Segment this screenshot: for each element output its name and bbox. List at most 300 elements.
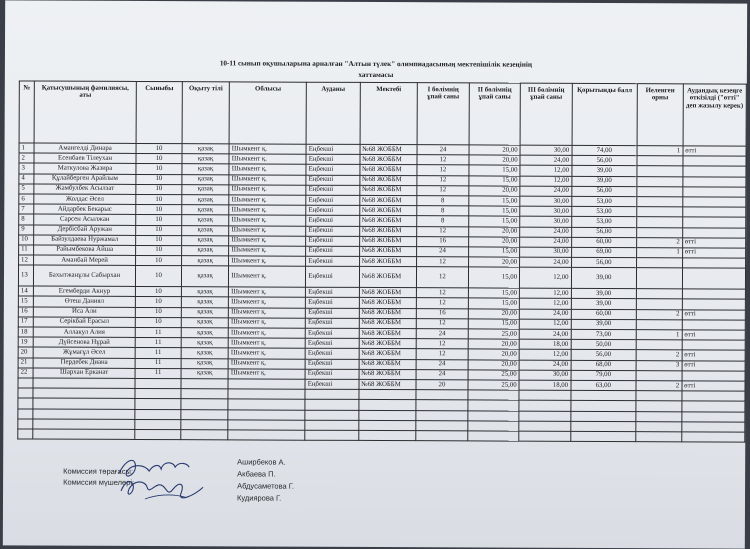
empty-cell <box>33 419 135 430</box>
cell-total: 73,00 <box>571 329 636 339</box>
cell-p3: 24,00 <box>519 309 570 319</box>
cell-p2: 20,00 <box>468 309 519 319</box>
empty-cell <box>416 400 467 410</box>
signature-image <box>115 453 207 505</box>
empty-cell <box>305 410 358 420</box>
empty-cell <box>416 431 467 441</box>
empty-cell <box>468 400 519 410</box>
cell-lang: қазақ <box>182 225 229 235</box>
empty-cell <box>358 400 416 410</box>
cell-p1: 24 <box>416 329 467 339</box>
cell-n: 10 <box>19 235 34 245</box>
empty-cell <box>682 411 745 421</box>
cell-lang: қазақ <box>181 317 228 327</box>
cell-passed <box>682 197 745 207</box>
cell-grade: 11 <box>135 338 181 348</box>
cell-school: №68 ЖОББМ <box>359 298 417 308</box>
empty-cell <box>181 389 228 399</box>
cell-region: Шымкент қ. <box>229 256 306 267</box>
cell-place <box>636 340 682 350</box>
cell-grade: 10 <box>136 215 182 225</box>
cell-district: Еңбекші <box>306 175 359 185</box>
cell-passed <box>682 227 745 237</box>
empty-cell <box>18 388 33 398</box>
cell-total: 53,00 <box>571 217 636 227</box>
document-title: 10-11 сынып оқушыларына арналған "Алтын түлек" олимпиадасының мектепішілік кезеңінің <box>219 59 533 69</box>
cell-p2: 20,00 <box>468 257 519 267</box>
cell-n: 13 <box>18 265 33 286</box>
cell-p2: 20,00 <box>469 145 520 155</box>
empty-cell <box>135 419 181 429</box>
cell-lang: қазақ <box>181 307 228 317</box>
cell-lang: қазақ <box>181 256 228 266</box>
cell-name: Жамбулбек Асылзат <box>34 184 136 195</box>
cell-school: №68 ЖОББМ <box>359 339 417 349</box>
cell-place <box>637 197 683 207</box>
cell-region: Шымкент қ. <box>229 225 306 236</box>
empty-cell <box>305 430 358 440</box>
cell-place: 1 <box>637 146 683 156</box>
empty-cell <box>571 390 636 400</box>
empty-cell <box>570 431 635 441</box>
cell-lang: қазақ <box>181 348 228 358</box>
cell-grade: 10 <box>135 317 181 327</box>
cell-grade: 10 <box>136 245 182 255</box>
empty-cell <box>570 411 635 421</box>
cell-total: 39,00 <box>571 289 636 299</box>
cell-region <box>228 379 305 390</box>
cell-p1: 12 <box>417 175 468 185</box>
cell-p1: 8 <box>417 196 468 206</box>
cell-lang: қазақ <box>181 328 228 338</box>
cell-p1: 12 <box>416 339 467 349</box>
cell-lang: қазақ <box>181 338 228 348</box>
member-name: Акбаева П. <box>237 469 276 479</box>
cell-place <box>636 289 682 299</box>
cell-passed: өтті <box>682 248 745 258</box>
cell-p3: 30,00 <box>520 206 571 216</box>
empty-cell <box>636 411 682 421</box>
cell-place <box>637 166 683 176</box>
cell-p3: 24,00 <box>519 329 570 339</box>
cell-passed: өтті <box>682 309 745 319</box>
empty-cell <box>359 390 417 400</box>
empty-cell <box>681 432 744 442</box>
empty-cell <box>33 409 135 420</box>
cell-school: №68 ЖОББМ <box>359 216 417 226</box>
cell-name: Өтеш Даниял <box>33 296 135 307</box>
cell-p1: 20 <box>416 380 467 390</box>
column-header: № <box>19 81 34 143</box>
cell-lang: қазақ <box>181 246 228 256</box>
cell-name: Амангелді Динара <box>34 143 136 154</box>
member-name: Кудиярова Г. <box>237 493 282 503</box>
empty-cell <box>416 390 467 400</box>
cell-p2: 20,00 <box>469 186 520 196</box>
cell-p2: 15,00 <box>469 175 520 185</box>
cell-p2: 20,00 <box>468 226 519 236</box>
cell-p2: 25,00 <box>468 370 519 380</box>
cell-grade: 11 <box>135 327 181 337</box>
empty-cell <box>636 401 682 411</box>
cell-district: Еңбекші <box>306 144 359 154</box>
cell-district: Еңбекші <box>305 349 358 359</box>
cell-school: №68 ЖОББМ <box>359 288 417 298</box>
cell-place: 2 <box>636 309 682 319</box>
cell-place <box>637 186 683 196</box>
cell-p2: 15,00 <box>468 288 519 298</box>
cell-p3: 30,00 <box>520 145 571 155</box>
cell-p2: 15,00 <box>468 247 519 257</box>
cell-lang: қазақ <box>182 205 229 215</box>
cell-grade: 10 <box>136 194 182 204</box>
cell-total: 53,00 <box>571 196 636 206</box>
empty-cell <box>33 388 135 399</box>
cell-passed <box>682 289 745 299</box>
cell-name: Аманбай Мерей <box>33 255 135 266</box>
empty-cell <box>228 430 305 441</box>
empty-cell <box>135 409 181 419</box>
cell-lang: қазақ <box>182 184 229 194</box>
cell-passed: өтті <box>683 146 746 156</box>
cell-grade: 10 <box>136 297 182 307</box>
empty-cell <box>228 389 305 400</box>
cell-grade: 10 <box>136 235 182 245</box>
cell-name: Егемберди Акнур <box>33 286 135 297</box>
cell-total: 56,00 <box>571 257 636 267</box>
cell-region: Шымкент қ. <box>228 328 305 339</box>
cell-name: Сарсен Асылжан <box>34 214 136 225</box>
cell-district: Еңбекші <box>305 369 358 379</box>
column-header: Оқыту тілі <box>182 82 230 144</box>
cell-place <box>637 217 683 227</box>
cell-name: Иса Али <box>33 307 135 318</box>
cell-p2: 15,00 <box>468 298 519 308</box>
cell-district: Еңбекші <box>306 195 359 205</box>
empty-cell <box>468 390 519 400</box>
cell-p2: 15,00 <box>468 196 519 206</box>
cell-district: Еңбекші <box>306 266 359 287</box>
cell-place <box>637 258 683 268</box>
cell-passed <box>683 176 746 186</box>
member-name: Аширбеков А. <box>237 457 286 467</box>
cell-school: №68 ЖОББМ <box>359 206 417 216</box>
cell-school: №68 ЖОББМ <box>359 175 417 185</box>
cell-district: Еңбекші <box>306 216 359 226</box>
cell-passed <box>682 320 745 330</box>
empty-cell <box>636 421 682 431</box>
cell-passed: өтті <box>682 360 745 370</box>
commission-names <box>237 456 294 504</box>
cell-n: 7 <box>19 204 34 214</box>
cell-p1: 12 <box>417 226 468 236</box>
cell-name: Пердебек Диана <box>33 358 135 369</box>
cell-region: Шымкент қ. <box>228 358 305 369</box>
empty-cell <box>519 411 570 421</box>
cell-n <box>18 378 33 388</box>
cell-school: №68 ЖОББМ <box>359 318 417 328</box>
cell-region: Шымкент қ. <box>229 144 306 155</box>
cell-p1: 8 <box>417 206 468 216</box>
cell-school: №68 ЖОББМ <box>359 246 417 256</box>
cell-p2: 25,00 <box>468 380 519 390</box>
cell-name <box>33 378 135 389</box>
cell-district: Еңбекші <box>305 318 358 328</box>
cell-place <box>637 227 683 237</box>
cell-passed: өтті <box>682 350 745 360</box>
cell-school: №68 ЖОББМ <box>359 236 417 246</box>
cell-lang: қазақ <box>181 235 228 245</box>
empty-cell <box>636 391 682 401</box>
table-header <box>19 81 746 146</box>
cell-n: 18 <box>18 327 33 337</box>
cell-total: 39,00 <box>571 268 636 289</box>
cell-school: №68 ЖОББМ <box>360 165 418 175</box>
empty-cell <box>467 431 518 441</box>
empty-cell <box>519 400 570 410</box>
cell-total: 60,00 <box>571 237 636 247</box>
cell-p3: 18,00 <box>519 380 570 390</box>
cell-school: №68 ЖОББМ <box>360 144 418 154</box>
cell-district: Еңбекші <box>305 328 358 338</box>
cell-p3: 12,00 <box>520 176 571 186</box>
cell-p2: 20,00 <box>468 237 519 247</box>
cell-place: 3 <box>636 360 682 370</box>
cell-grade: 10 <box>136 225 182 235</box>
cell-lang: қазақ <box>182 144 229 154</box>
cell-p2: 20,00 <box>468 339 519 349</box>
cell-p1: 12 <box>417 165 468 175</box>
cell-region: Шымкент қ. <box>228 338 305 349</box>
cell-p3: 12,00 <box>519 299 570 309</box>
cell-total: 50,00 <box>571 340 636 350</box>
cell-name: Бахытжанұлы Сабырхан <box>33 265 135 286</box>
cell-region: Шымкент қ. <box>229 236 306 247</box>
cell-region: Шымкент қ. <box>229 287 306 298</box>
document-subtitle: хаттамасы <box>358 70 394 80</box>
cell-p1: 24 <box>417 145 468 155</box>
cell-region: Шымкент қ. <box>229 195 306 206</box>
cell-region: Шымкент қ. <box>229 266 306 287</box>
cell-grade: 10 <box>136 174 182 184</box>
cell-total: 56,00 <box>571 186 636 196</box>
cell-p1: 16 <box>417 308 468 318</box>
cell-p3: 30,00 <box>519 370 570 380</box>
cell-school: №68 ЖОББМ <box>359 256 417 266</box>
cell-district: Еңбекші <box>306 165 359 175</box>
cell-n: 16 <box>18 307 33 317</box>
cell-passed <box>682 187 745 197</box>
cell-p3: 12,00 <box>519 350 570 360</box>
cell-school: №68 ЖОББМ <box>359 328 417 338</box>
cell-p1: 24 <box>417 247 468 257</box>
cell-lang: қазақ <box>182 215 229 225</box>
empty-cell <box>416 420 467 430</box>
cell-region: Шымкент қ. <box>229 215 306 226</box>
cell-grade: 10 <box>136 205 182 215</box>
empty-cell <box>305 400 358 410</box>
cell-p3: 24,00 <box>519 360 570 370</box>
cell-n: 6 <box>19 194 34 204</box>
cell-grade: 10 <box>136 266 182 287</box>
cell-school: №68 ЖОББМ <box>359 195 417 205</box>
cell-district: Еңбекші <box>306 236 359 246</box>
cell-district: Еңбекші <box>306 256 359 266</box>
cell-region: Шымкент қ. <box>229 307 306 318</box>
cell-place <box>636 268 682 289</box>
cell-p3: 30,00 <box>520 216 571 226</box>
cell-total: 60,00 <box>571 309 636 319</box>
cell-school: №68 ЖОББМ <box>359 359 417 369</box>
cell-p1: 12 <box>417 288 468 298</box>
cell-place: 2 <box>637 237 683 247</box>
cell-n: 8 <box>19 214 34 224</box>
member-name: Абдусаметова Г. <box>237 481 295 491</box>
cell-name: Айдарбек Бекарыс <box>34 204 136 215</box>
cell-p2: 15,00 <box>469 165 520 175</box>
cell-district: Еңбекші <box>306 298 359 308</box>
cell-total: 39,00 <box>571 176 636 186</box>
cell-school: №68 ЖОББМ <box>359 308 417 318</box>
cell-district: Еңбекші <box>306 246 359 256</box>
cell-grade: 10 <box>136 164 182 174</box>
cell-place <box>636 299 682 309</box>
cell-p2: 20,00 <box>468 359 519 369</box>
cell-total: 39,00 <box>571 319 636 329</box>
cell-name: Дербісбай Аружан <box>34 225 136 236</box>
cell-name: Маткулова Жазира <box>34 163 136 174</box>
cell-district: Еңбекші <box>306 205 359 215</box>
cell-total: 69,00 <box>571 247 636 257</box>
empty-cell <box>519 421 570 431</box>
cell-place: 1 <box>636 330 682 340</box>
empty-cell <box>228 399 305 410</box>
cell-school: №68 ЖОББМ <box>359 267 417 288</box>
cell-place: 1 <box>637 248 683 258</box>
cell-p1: 12 <box>417 155 468 165</box>
cell-place <box>637 156 683 166</box>
cell-passed <box>682 258 745 268</box>
column-header: Қатысушының фамилиясы, аты <box>34 81 137 143</box>
cell-name: Шархан Ерканат <box>33 368 135 379</box>
cell-place <box>637 176 683 186</box>
cell-p3: 12,00 <box>520 166 571 176</box>
cell-name: Дүйсенова Нұрай <box>33 337 135 348</box>
empty-cell <box>636 432 682 442</box>
cell-p2: 20,00 <box>469 155 520 165</box>
empty-row <box>18 429 745 442</box>
cell-p2: 25,00 <box>468 329 519 339</box>
cell-place <box>636 319 682 329</box>
cell-total: 39,00 <box>572 166 637 176</box>
cell-p3: 24,00 <box>520 227 571 237</box>
cell-p1: 12 <box>417 298 468 308</box>
cell-place <box>636 370 682 380</box>
cell-school: №68 ЖОББМ <box>359 379 417 389</box>
cell-n: 22 <box>18 368 33 378</box>
cell-passed <box>682 299 745 309</box>
cell-total: 56,00 <box>572 156 637 166</box>
cell-school: №68 ЖОББМ <box>360 155 418 165</box>
cell-passed: өтті <box>682 381 745 391</box>
cell-grade: 11 <box>135 348 181 358</box>
empty-cell <box>18 419 33 429</box>
empty-cell <box>468 410 519 420</box>
empty-cell <box>305 420 358 430</box>
document-page <box>3 0 747 548</box>
cell-grade: 10 <box>136 143 182 153</box>
cell-passed <box>683 156 746 166</box>
cell-p2: 15,00 <box>468 216 519 226</box>
cell-region: Шымкент қ. <box>229 246 306 257</box>
cell-lang: қазақ <box>181 297 228 307</box>
cell-district: Еңбекші <box>306 154 359 164</box>
cell-district: Еңбекші <box>306 185 359 195</box>
cell-n: 12 <box>19 255 34 265</box>
cell-lang: қазақ <box>181 368 228 378</box>
cell-school: №68 ЖОББМ <box>359 349 417 359</box>
cell-p2: 15,00 <box>468 206 519 216</box>
cell-p1: 12 <box>416 349 467 359</box>
cell-lang: қазақ <box>182 164 229 174</box>
cell-lang <box>181 379 228 389</box>
cell-total: 74,00 <box>572 145 637 155</box>
cell-school: №68 ЖОББМ <box>359 369 417 379</box>
column-header: ІІІ бөлімнің ұпай саны <box>520 83 572 145</box>
cell-total: 79,00 <box>571 370 636 380</box>
cell-region: Шымкент қ. <box>229 318 306 329</box>
cell-school: №68 ЖОББМ <box>359 185 417 195</box>
cell-grade: 10 <box>136 256 182 266</box>
cell-region: Шымкент қ. <box>228 348 305 359</box>
cell-p3: 18,00 <box>519 339 570 349</box>
cell-name: Байзулдаева Нуржамал <box>34 235 136 246</box>
empty-cell <box>305 389 358 399</box>
results-table <box>17 80 747 442</box>
empty-cell <box>18 429 33 439</box>
cell-total: 63,00 <box>571 380 636 390</box>
empty-cell <box>181 419 228 429</box>
cell-n: 17 <box>18 317 33 327</box>
cell-grade: 10 <box>136 184 182 194</box>
cell-passed <box>682 207 745 217</box>
cell-p1: 24 <box>416 369 467 379</box>
cell-total: 53,00 <box>571 206 636 216</box>
cell-grade: 10 <box>136 154 182 164</box>
cell-n: 15 <box>18 296 33 306</box>
cell-p1: 16 <box>417 236 468 246</box>
column-header: І бөлімнің ұпай саны <box>417 83 469 145</box>
cell-grade: 10 <box>136 287 182 297</box>
cell-passed <box>682 371 745 381</box>
empty-cell <box>358 410 416 420</box>
cell-district: Еңбекші <box>305 379 358 389</box>
cell-p2: 15,00 <box>468 319 519 329</box>
cell-region: Шымкент қ. <box>229 154 306 165</box>
cell-name: Жұмағұл Әсел <box>33 347 135 358</box>
column-header: Мектебі <box>360 82 418 144</box>
cell-passed <box>682 340 745 350</box>
cell-p1: 12 <box>417 267 469 288</box>
empty-cell <box>135 399 181 409</box>
cell-n: 4 <box>19 174 34 184</box>
cell-grade: 11 <box>135 358 181 368</box>
cell-lang: қазақ <box>182 174 229 184</box>
cell-passed <box>682 268 745 289</box>
empty-cell <box>570 421 635 431</box>
column-header: ІІ бөлімнің ұпай саны <box>469 83 521 145</box>
column-header: Облысы <box>229 82 306 144</box>
